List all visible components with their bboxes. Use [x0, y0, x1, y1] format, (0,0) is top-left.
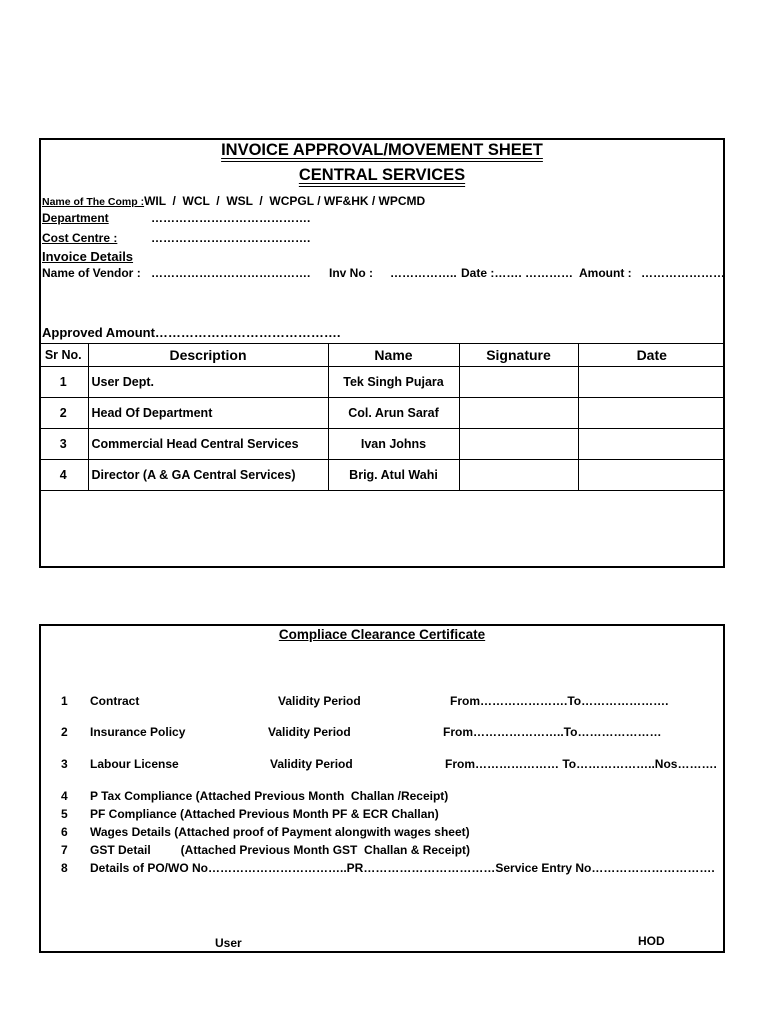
invoice-title: INVOICE APPROVAL/MOVEMENT SHEET	[221, 141, 543, 159]
table-row	[39, 398, 725, 429]
compliance-item: Details of PO/WO No……………………………..PR……………………………Service Entry No………………………….	[90, 861, 715, 875]
cost-centre-label: Cost Centre :	[42, 231, 118, 245]
invoice-subtitle: CENTRAL SERVICES	[298, 166, 466, 184]
row-description: Director (A & GA Central Services)	[88, 460, 328, 491]
row-name: Tek Singh Pujara	[328, 367, 459, 398]
row-name: Col. Arun Saraf	[328, 398, 459, 429]
cert-item-from-to: From…………………..To…………………	[443, 725, 662, 739]
cert-item-num: 3	[61, 757, 68, 771]
company-value: WIL / WCL / WSL / WCPGL / WF&HK / WPCMD	[144, 194, 426, 208]
row-sr: 4	[39, 460, 88, 491]
cost-centre-value: ………………………………….	[151, 231, 311, 245]
header-date: Date	[578, 344, 725, 367]
compliance-num: 7	[61, 843, 68, 857]
compliance-item: PF Compliance (Attached Previous Month PF & ECR Challan)	[90, 807, 439, 821]
cert-item-label: Labour License	[90, 757, 179, 771]
cert-item-validity: Validity Period	[278, 694, 361, 708]
compliance-item: Wages Details (Attached proof of Payment alongwith wages sheet)	[90, 825, 470, 839]
department-value: ………………………………….	[151, 211, 311, 225]
approved-amount: Approved Amount…………………………………….	[42, 325, 341, 340]
row-signature-cell[interactable]	[459, 367, 578, 398]
header-signature: Signature	[459, 344, 578, 367]
hod-signature-label: HOD	[638, 934, 665, 948]
user-signature-label: User	[215, 936, 242, 950]
amount-label: Amount :	[579, 266, 632, 280]
table-row	[39, 429, 725, 460]
row-name: Ivan Johns	[328, 429, 459, 460]
company-row	[42, 192, 425, 210]
header-name: Name	[328, 344, 459, 367]
vendor-value: ………………………………….	[151, 266, 311, 280]
amount-value: …………………	[641, 266, 725, 280]
cert-item-num: 2	[61, 725, 68, 739]
cert-item-from-to: From………………… To………………..Nos……….	[445, 757, 717, 771]
row-sr: 2	[39, 398, 88, 429]
inv-no-label: Inv No :	[329, 266, 373, 280]
compliance-num: 4	[61, 789, 68, 803]
compliance-item: GST Detail (Attached Previous Month GST Challan & Receipt)	[90, 843, 471, 857]
row-signature-cell[interactable]	[459, 398, 578, 429]
row-date-cell[interactable]	[578, 429, 725, 460]
cert-item-validity: Validity Period	[270, 757, 353, 771]
row-sr: 3	[39, 429, 88, 460]
compliance-num: 5	[61, 807, 68, 821]
date-field: Date :……. …………	[461, 266, 574, 280]
compliance-item: P Tax Compliance (Attached Previous Month Challan /Receipt)	[90, 789, 449, 803]
row-signature-cell[interactable]	[459, 460, 578, 491]
table-row	[39, 367, 725, 398]
department-label: Department	[42, 211, 109, 225]
table-row	[39, 460, 725, 491]
row-sr: 1	[39, 367, 88, 398]
row-name: Brig. Atul Wahi	[328, 460, 459, 491]
cert-item-num: 1	[61, 694, 68, 708]
row-date-cell[interactable]	[578, 367, 725, 398]
table-header-row	[39, 344, 725, 367]
cert-item-label: Contract	[90, 694, 140, 708]
row-date-cell[interactable]	[578, 460, 725, 491]
company-label: Name of The Comp :	[42, 196, 145, 208]
vendor-label: Name of Vendor :	[42, 266, 141, 280]
row-description: User Dept.	[88, 367, 328, 398]
certificate-title: Compliace Clearance Certificate	[278, 627, 486, 642]
compliance-num: 6	[61, 825, 68, 839]
approval-table	[39, 343, 725, 491]
compliance-num: 8	[61, 861, 68, 875]
cert-item-from-to: From………………….To………………….	[450, 694, 669, 708]
header-description: Description	[88, 344, 328, 367]
inv-no-value: ……………..	[390, 266, 457, 280]
row-description: Commercial Head Central Services	[88, 429, 328, 460]
cert-item-label: Insurance Policy	[90, 725, 186, 739]
header-sr-no: Sr No.	[39, 344, 88, 367]
cert-item-validity: Validity Period	[268, 725, 351, 739]
row-signature-cell[interactable]	[459, 429, 578, 460]
row-date-cell[interactable]	[578, 398, 725, 429]
invoice-details-label: Invoice Details	[42, 249, 134, 264]
row-description: Head Of Department	[88, 398, 328, 429]
